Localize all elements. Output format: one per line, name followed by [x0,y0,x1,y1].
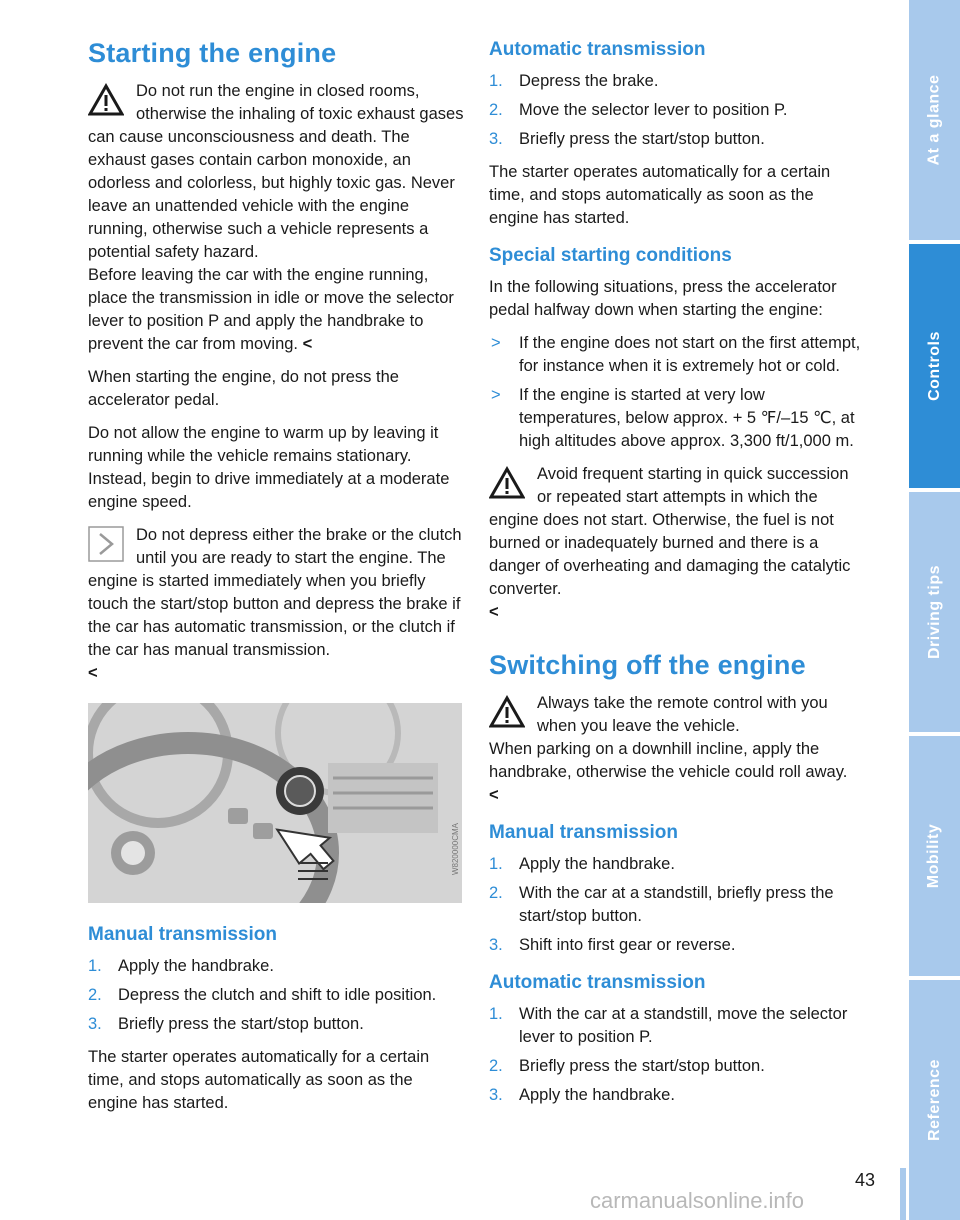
manual-start-steps [88,955,464,1036]
automatic-start-after: The starter operates automatically for a certain time, and stops automatically as soon as the engine has started. [489,163,831,227]
page-number: 43 [855,1170,876,1190]
end-mark: < [489,603,499,621]
tab-mobility[interactable]: Mobility [909,736,960,976]
list-item: 2. Move the selector lever to position P. [489,101,788,119]
heading-automatic-start: Automatic transmission [489,39,706,60]
note-start-text: Do not depress either the brake or the clutch until you are ready to start the engine. The engine is started immediately when you briefly touch the start/stop button and depress the brake if the car has automatic transmission, or the clutch if the car has manual transmission. [88,526,462,659]
list-item: 2. Briefly press the start/stop button. [489,1057,765,1075]
right-column [489,30,861,1117]
warning-triangle-icon [88,82,124,118]
automatic-start-steps [489,70,861,151]
para-accelerator: When starting the engine, do not press the accelerator pedal. [88,368,399,409]
special-bullets [489,332,861,453]
warning-remote-text2: When parking on a downhill incline, apply the handbrake, otherwise the vehicle could roll away. [489,740,848,781]
list-item: > If the engine is started at very low temperatures, below approx. + 5 ℉/–15 ℃, at high altitudes above approx. 3,300 ft/1,000 m. [491,386,855,450]
page-marker-bar [900,1168,906,1220]
end-mark: < [489,786,499,804]
tab-reference[interactable]: Reference [909,980,960,1220]
warning-exhaust [88,80,464,356]
manual-off-steps [489,853,861,957]
watermark: carmanualsonline.info [590,1188,805,1213]
left-column [88,30,464,1125]
chapter-sidebar [909,0,960,1220]
heading-manual-off: Manual transmission [489,822,678,843]
automatic-off-steps [489,1003,861,1107]
warning-remote [489,692,861,807]
warning-exhaust-text: Do not run the engine in closed rooms, otherwise the inhaling of toxic exhaust gases can cause unconsciousness and death. The exhaust gases contain carbon monoxide, an odorless and colorless, but highly toxic gas. Never leave an unattended vehicle with the engine running, otherwise such a vehicle represents a potential safety hazard. [88,82,464,261]
warning-exhaust-text2: Before leaving the car with the engine running, place the transmission in idle or move the selector lever to position P and apply the handbrake to prevent the car from moving. [88,266,454,353]
start-button-photo [88,703,462,903]
list-item: 3. Shift into first gear or reverse. [489,936,736,954]
section-title-switching-off: Switching off the engine [489,650,806,680]
list-item: 1. Apply the handbrake. [489,855,675,873]
list-item: 2. Depress the clutch and shift to idle position. [88,986,437,1004]
tab-at-a-glance[interactable]: At a glance [909,0,960,240]
heading-automatic-off: Automatic transmission [489,972,706,993]
tab-controls[interactable]: Controls [909,244,960,488]
note-start [88,524,464,685]
heading-manual-start: Manual transmission [88,924,277,945]
end-mark: < [302,335,313,353]
manual-start-after: The starter operates automatically for a certain time, and stops automatically as soon as the engine has started. [88,1048,430,1112]
warning-frequent-start-text: Avoid frequent starting in quick succession or repeated start attempts in which the engine does not start. Otherwise, the fuel is not burned or inadequately burned and there is a danger of overheating and damaging the catalytic converter. [489,465,851,598]
para-warm-up: Do not allow the engine to warm up by leaving it running while the vehicle remains stationary. Instead, begin to drive immediately at a moderate engine speed. [88,424,450,511]
heading-special-conditions: Special starting conditions [489,245,732,266]
special-intro: In the following situations, press the accelerator pedal halfway down when starting the engine: [489,278,837,319]
tab-driving-tips[interactable]: Driving tips [909,492,960,732]
list-item: 1. Apply the handbrake. [88,957,274,975]
photo-code: W820000CMA [451,823,460,876]
warning-frequent-start [489,463,861,624]
list-item: 3. Briefly press the start/stop button. [489,130,765,148]
list-item: 1. With the car at a standstill, move the selector lever to position P. [489,1005,848,1046]
note-arrow-icon [88,526,124,562]
warning-triangle-icon [489,465,525,501]
list-item: > If the engine does not start on the first attempt, for instance when it is extremely hot or cold. [491,334,861,375]
section-title-starting: Starting the engine [88,38,337,68]
warning-remote-text: Always take the remote control with you when you leave the vehicle. [537,694,828,735]
steering-wheel-illustration [88,703,462,903]
list-item: 2. With the car at a standstill, briefly press the start/stop button. [489,884,834,925]
list-item: 3. Briefly press the start/stop button. [88,1015,364,1033]
list-item: 3. Apply the handbrake. [489,1086,675,1104]
warning-triangle-icon [489,694,525,730]
end-mark: < [88,664,98,682]
list-item: 1. Depress the brake. [489,72,659,90]
